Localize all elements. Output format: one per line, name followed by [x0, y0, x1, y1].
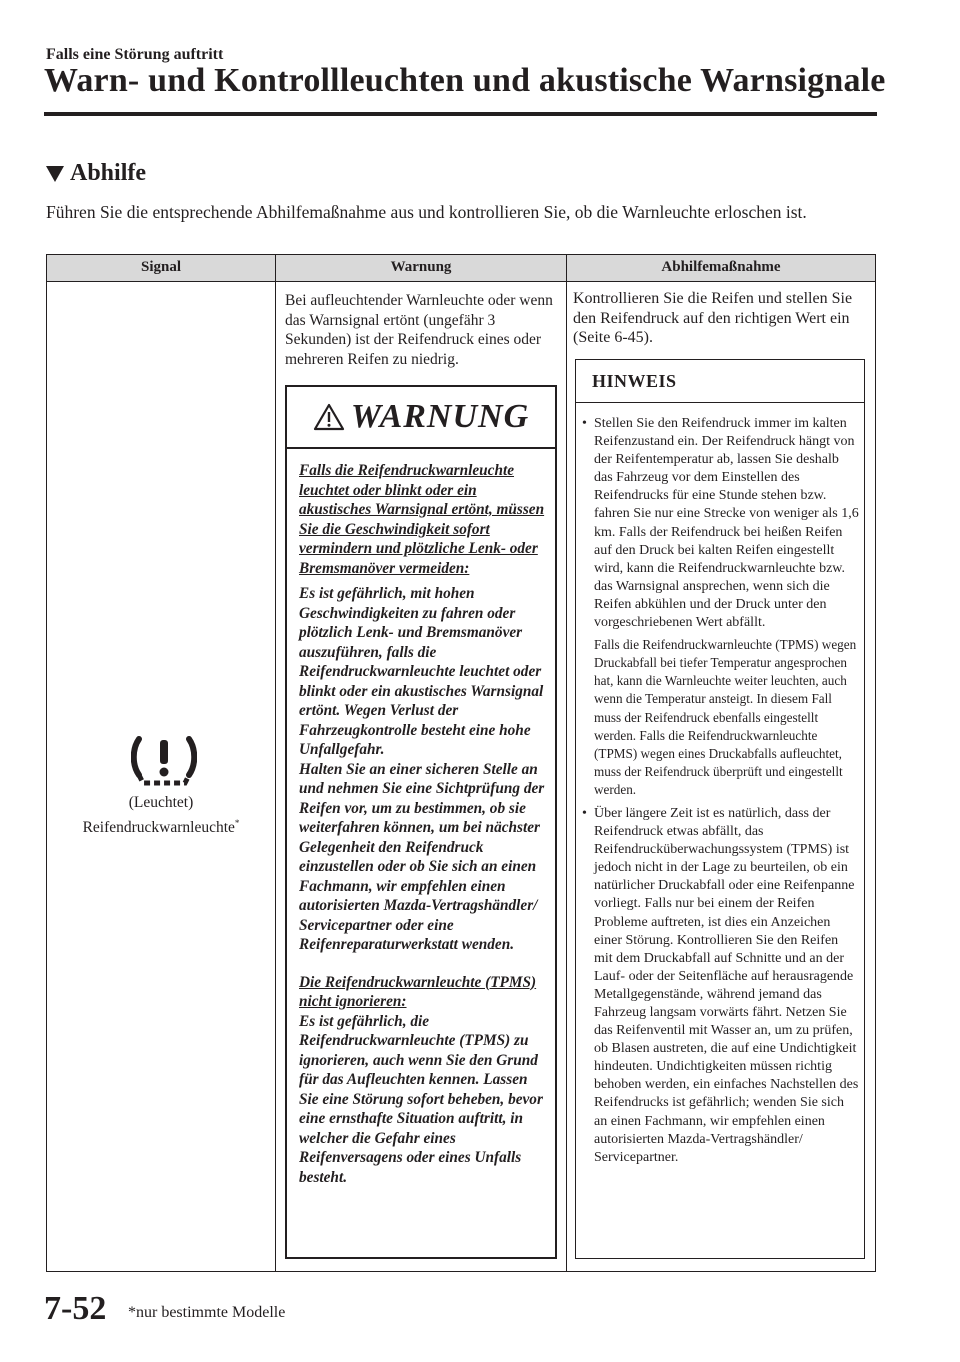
warning-text-3: Es ist gefährlich, die Reifendruckwarnleuchte (TPMS) zu ignorieren, auch wenn Sie den Grund für das Aufleuchten kennen. Lassen Sie eine Störung sofort beheben, bevor eine ernsthafte Situation auftritt, in welcher die Gefahr eines Reifenversagens oder eines Unfalls besteht.: [299, 1012, 543, 1186]
note-title: HINWEIS: [576, 360, 864, 403]
column-divider: [566, 255, 567, 1271]
section-intro: Führen Sie die entsprechende Abhilfemaßnahme aus und kontrollieren Sie, ob die Warnleuchte erloschen ist.: [46, 202, 807, 222]
header-rule: [44, 112, 877, 116]
signal-name-line: [47, 813, 275, 838]
section-heading: [46, 160, 146, 187]
note-body: [576, 403, 864, 1167]
warning-text-2: Halten Sie an einer sicheren Stelle an und nehmen Sie eine Sichtprüfung der Reifen vor, um zu bestimmen, ob sie weiterfahren können, um bei nächster Gelegenheit den Reifendruck einzustellen oder ob Sie sich an einen Fachmann, wir empfehlen einen autorisierten Mazda-Vertragshändler/ Servicepartner oder eine Reifenreparaturwerkstatt wenden.: [299, 760, 545, 953]
note-bullet: [582, 805, 860, 1167]
signal-state: (Leuchtet): [128, 794, 194, 811]
bullet-icon: •: [582, 805, 587, 821]
warning-box-header: [287, 387, 555, 449]
chapter-label: Falls eine Störung auftritt: [46, 46, 224, 63]
column-header-remedy: Abhilfemaßnahme: [661, 259, 781, 275]
page-number: 7-52: [44, 1290, 107, 1327]
signal-label: [47, 793, 275, 838]
warning-box-body: [287, 449, 555, 1187]
warning-triangle-icon: [313, 403, 345, 431]
table-header-row: [47, 255, 875, 282]
signal-mark: *: [234, 818, 240, 828]
footnote: *nur bestimmte Modelle: [128, 1304, 286, 1321]
note-bullet-text: Stellen Sie den Reifendruck immer im kalten Reifenzustand ein. Der Reifendruck hängt von der Reifentemperatur ab, lassen Sie deshalb das Fahrzeug vor dem Einstellen des Reifendrucks für eine Stunde stehen bzw. fahren Sie nur eine Strecke von weniger als 1,6 km. Falls der Reifendruck bei heißen Reifen auf den Druck bei kalten Reifen eingestellt wird, kann die Reifendruckwarnleuchte bzw. das Warnsignal ansprechen, wenn sich die Reifen abkühlen und der Druck unter den vorgeschriebenen Wert abfällt.: [594, 416, 859, 631]
column-header-warning: Warnung: [390, 259, 452, 275]
warning-box: [285, 385, 557, 1259]
column-divider: [275, 255, 276, 1271]
note-bullet: [582, 415, 860, 632]
remedy-intro: Kontrollieren Sie die Reifen und stellen Sie den Reifendruck auf den richtigen Wert ein (Seite 6-45).: [573, 290, 853, 346]
warning-text-1: Es ist gefährlich, mit hohen Geschwindigkeiten zu fahren oder plötzlich Lenk- und Bremsmanöver auszuführen, falls die Reifendruckwarnleuchte leuchtet oder blinkt oder ein akustisches Warnsignal ertönt. Wegen Verlust der Fahrzeugkontrolle besteht eine hohe Unfallgefahr.: [299, 585, 544, 758]
note-bullet-text: Über längere Zeit ist es natürlich, dass der Reifendruck etwas abfällt, das Reifendrucküberwachungssystem (TPMS) ist jedoch nicht in der Lage zu beurteilen, ob ein natürlicher Druckabfall oder eine Reifenpanne vorliegt. Falls nur bei einem der Reifen Probleme auftreten, ist dies ein Anzeichen einer Störung. Kontrollieren Sie den Reifen mit dem Druckabfall auf Schnitte und an der Lauf- oder der Seitenfläche auf herausragende Metallgegenstände, während jemand das Fahrzeug langsam vorwärts fährt. Netzen Sie das Reifenventil mit Wasser an, um zu prüfen, ob Blasen austreten, die auf eine Undichtigkeit hindeuten. Undichtigkeiten müssen richtig behoben werden, ein einfaches Nachstellen des Reifendrucks ist gefährlich; wenden Sie sich an einen Fachmann, wir empfehlen einen autorisierten Mazda-Vertragshändler/ Servicepartner.: [594, 805, 859, 1165]
tire-pressure-warning-icon: [131, 735, 197, 787]
column-header-signal: Signal: [140, 259, 182, 275]
triangle-down-icon: [46, 166, 64, 182]
warning-heading-2: Die Reifendruckwarnleuchte (TPMS) nicht ignorieren:: [299, 973, 537, 1010]
section-title: Abhilfe: [70, 160, 147, 186]
remedy-table: [46, 254, 876, 1272]
signal-name: Reifendruckwarnleuchte: [82, 819, 235, 837]
page-title: Warn- und Kontrollleuchten und akustische Warnsignale: [44, 62, 886, 99]
note-bullet-subtext: Falls die Reifendruckwarnleuchte (TPMS) wegen Druckabfall bei tiefer Temperatur angesprochen hat, kann die Warnleuchte weiter leuchten, auch wenn die Temperatur ansteigt. In diesem Fall muss der Reifendruck ebenfalls eingestellt werden. Falls die Reifendruckwarnleuchte (TPMS) wegen eines Druckabfalls aufleuchtet, muss der Reifendruck überprüft und eingestellt werden.: [594, 637, 857, 797]
warning-intro: Bei aufleuchtender Warnleuchte oder wenn das Warnsignal ertönt (ungefähr 3 Sekunden) ist der Reifendruck eines oder mehreren Reifen zu niedrig.: [285, 292, 553, 368]
warning-box-title: WARNUNG: [350, 398, 530, 435]
warning-heading-1: Falls die Reifendruckwarnleuchte leuchtet oder blinkt oder ein akustisches Warnsignal ertönt, müssen Sie die Geschwindigkeit sofort vermindern und plötzliche Lenk- oder Bremsmanöver vermeiden:: [299, 462, 545, 577]
bullet-icon: •: [582, 416, 587, 431]
note-box: [575, 359, 865, 1259]
